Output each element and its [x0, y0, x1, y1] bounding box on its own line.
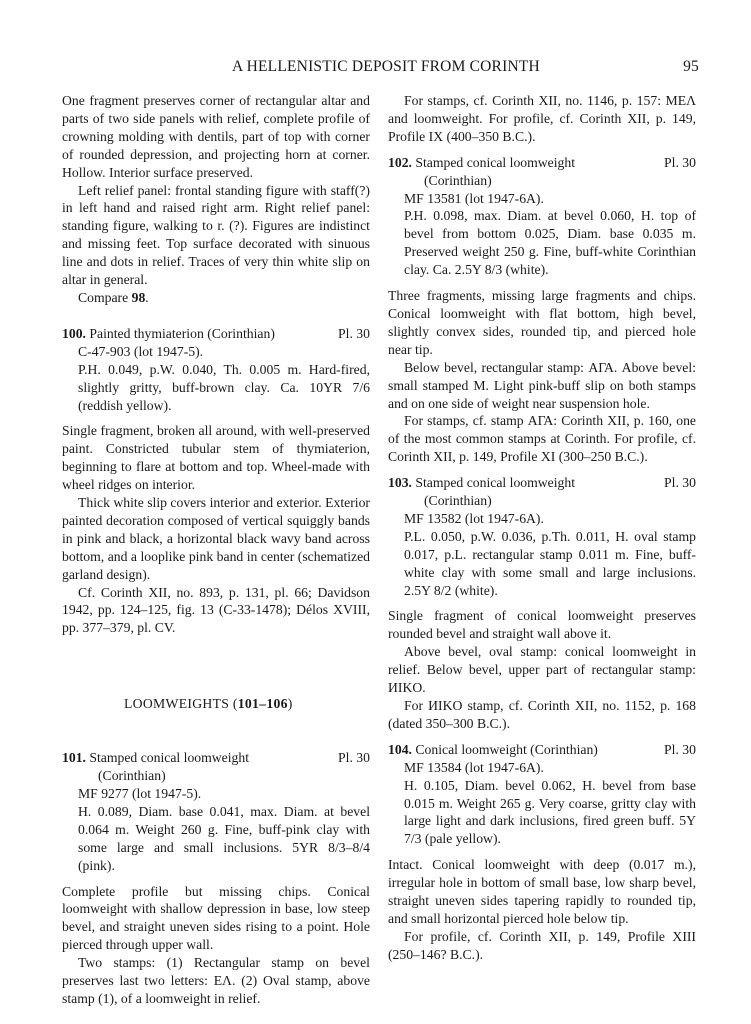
inventory-number: MF 13582 (lot 1947-6A). [404, 510, 544, 526]
entry-number: 103. [388, 475, 412, 491]
page-number: 95 [683, 58, 699, 75]
compare-ref: 98 [131, 289, 146, 305]
dimensions: P.H. 0.098, max. Diam. at bevel 0.060, H. top of bevel from bottom 0.025, Diam. base 0.035 m. Preserved weight 250 g. Fine, buff-white Corinthian clay. Ca. 2.5Y 8/3 (white). [404, 208, 696, 278]
dimensions: P.L. 0.050, p.W. 0.036, p.Th. 0.011, H. oval stamp 0.017, p.L. rectangular stamp 0.011 m. Fine, buff-white clay with some small and large inclusions. 2.5Y 8/2 (white). [404, 528, 696, 598]
entry-title-line-2: (Corinthian) [424, 493, 492, 509]
running-header [62, 58, 699, 78]
catalog-entry-103 [388, 474, 696, 733]
running-title: A HELLENISTIC DEPOSIT FROM CORINTH [232, 58, 540, 75]
entry-number: 101. [62, 750, 86, 766]
description-1: Single fragment, broken all around, with well-preserved paint. Constricted tubular stem of thymiaterion, beginning to flare at bottom and top. Wheel-made with wheel ridges on interior. [62, 423, 370, 493]
entry-number: 104. [388, 741, 412, 757]
entry-title: Stamped conical loomweight [89, 750, 250, 766]
entry-heading [62, 749, 370, 767]
description-1: Intact. Conical loomweight with deep (0.017 m.), irregular hole in bottom of small base, low sharp bevel, straight uneven sides tapering rapidly to rounded tip, and small horizontal pierced hole below tip. [388, 857, 696, 926]
description-2: For profile, cf. Corinth XII, p. 149, Profile XIII (250–146? B.C.). [388, 928, 696, 962]
description-2: Below bevel, rectangular stamp: ΑΓΑ. Above bevel: small stamped M. Light pink-buff slip on both stamps and on one side of weight near suspension hole. [388, 359, 696, 411]
inventory-number: MF 13581 (lot 1947-6A). [404, 190, 544, 206]
comparanda: Cf. Corinth XII, no. 893, p. 131, pl. 66; Davidson 1942, pp. 124–125, fig. 13 (C-33-1478); Délos XVIII, pp. 377–379, pl. CV. [62, 584, 370, 636]
catalog-entry-101 [62, 749, 370, 1008]
description-2: Above bevel, oval stamp: conical loomweight in relief. Below bevel, upper part of rectangular stamp: ИIKO. [388, 644, 696, 696]
plate-reference: Pl. 30 [664, 475, 696, 491]
right-column [388, 92, 696, 964]
entry-number: 100. [62, 325, 86, 341]
intro-paragraph-2: Left relief panel: frontal standing figure with staff(?) in left hand and raised right arm. Right relief panel: standing figure, walking to r. (?). Figures are indistinct and missing feet. Top surface decorated with sinuous line and dots in relief. Traces of very thin white slip on altar in general. [62, 182, 370, 288]
catalog-entry-102 [388, 154, 696, 466]
entry-heading [388, 154, 696, 172]
plate-reference: Pl. 30 [338, 325, 370, 341]
entry-title: Conical loomweight (Corinthian) [415, 741, 598, 757]
inventory-number: MF 13584 (lot 1947-6A). [404, 759, 544, 775]
description-3: For stamps, cf. stamp ΑΓΑ: Corinth XII, p. 160, one of the most common stamps at Corinth. For profile, cf. Corinth XII, p. 149, Profile XI (300–250 B.C.). [388, 413, 696, 465]
entry-heading [62, 325, 370, 343]
description-1: Complete profile but missing chips. Conical loomweight with shallow depression in base, low steep bevel, and straight uneven sides rising to a point. Hole pierced through upper wall. [62, 883, 370, 953]
inventory-number: MF 9277 (lot 1947-5). [78, 786, 202, 801]
entry-heading [388, 741, 696, 759]
inventory-number: C-47-903 (lot 1947-5). [78, 343, 204, 359]
entry-title: Stamped conical loomweight [415, 154, 576, 170]
entry-title-line-2: (Corinthian) [424, 172, 492, 188]
entry-number: 102. [388, 154, 412, 170]
plate-reference: Pl. 30 [664, 741, 696, 757]
dimensions: H. 0.105, Diam. bevel 0.062, H. bevel from base 0.015 m. Weight 265 g. Very coarse, gritty clay with large light and dark inclusions, fired green buff. 5Y 7/3 (pale yellow). [404, 777, 696, 847]
plate-reference: Pl. 30 [664, 154, 696, 170]
dimensions: P.H. 0.049, p.W. 0.040, Th. 0.005 m. Hard-fired, slightly gritty, buff-brown clay. Ca. 10YR 7/6 (reddish yellow). [78, 361, 370, 413]
description-1: Three fragments, missing large fragments and chips. Conical loomweight with flat bottom, high bevel, slightly convex sides, rounded tip, and pierced hole near tip. [388, 288, 696, 357]
catalog-entry-104 [388, 741, 696, 964]
description-3: For ИIKO stamp, cf. Corinth XII, no. 1152, p. 168 (dated 350–300 B.C.). [388, 698, 696, 731]
section-range: 101–106 [237, 696, 288, 712]
intro-paragraph-1: One fragment preserves corner of rectangular altar and parts of two side panels with relief, complete profile of crowning molding with dentils, part of top with corner of rounded depression, and projecting horn at corner. Hollow. Interior surface preserved. [62, 93, 370, 180]
entry-title-line-2: (Corinthian) [98, 768, 166, 784]
description-2: Thick white slip covers interior and exterior. Exterior painted decoration composed of vertical squiggly bands in pink and black, a horizontal black wavy band across bottom, and a looplike pink band in center (schematized garland design). [62, 495, 370, 582]
continued-paragraph: For stamps, cf. Corinth XII, no. 1146, p. 157: ΜΕΛ and loomweight. For profile, cf. Corinth XII, p. 149, Profile IX (400–350 B.C.). [388, 93, 696, 144]
dimensions: H. 0.089, Diam. base 0.041, max. Diam. at bevel 0.064 m. Weight 260 g. Fine, buff-pink clay with some large and small inclusions. 5YR 8/3–8/4 (pink). [78, 803, 370, 873]
description-1: Single fragment of conical loomweight preserves rounded bevel and straight wall above it. [388, 608, 696, 642]
description-2: Two stamps: (1) Rectangular stamp on bevel preserves last two letters: ΕΛ. (2) Oval stamp, above stamp (1), of a loomweight in relief. [62, 955, 370, 1006]
left-column [62, 92, 370, 1008]
entry-title: Stamped conical loomweight [415, 475, 576, 491]
catalog-entry-100 [62, 325, 370, 637]
plate-reference: Pl. 30 [338, 750, 370, 766]
compare-line: Compare 98. [78, 289, 149, 305]
entry-heading [388, 474, 696, 492]
section-heading-loomweights: LOOMWEIGHTS (101–106) [124, 696, 293, 712]
entry-title: Painted thymiaterion (Corinthian) [89, 325, 275, 341]
